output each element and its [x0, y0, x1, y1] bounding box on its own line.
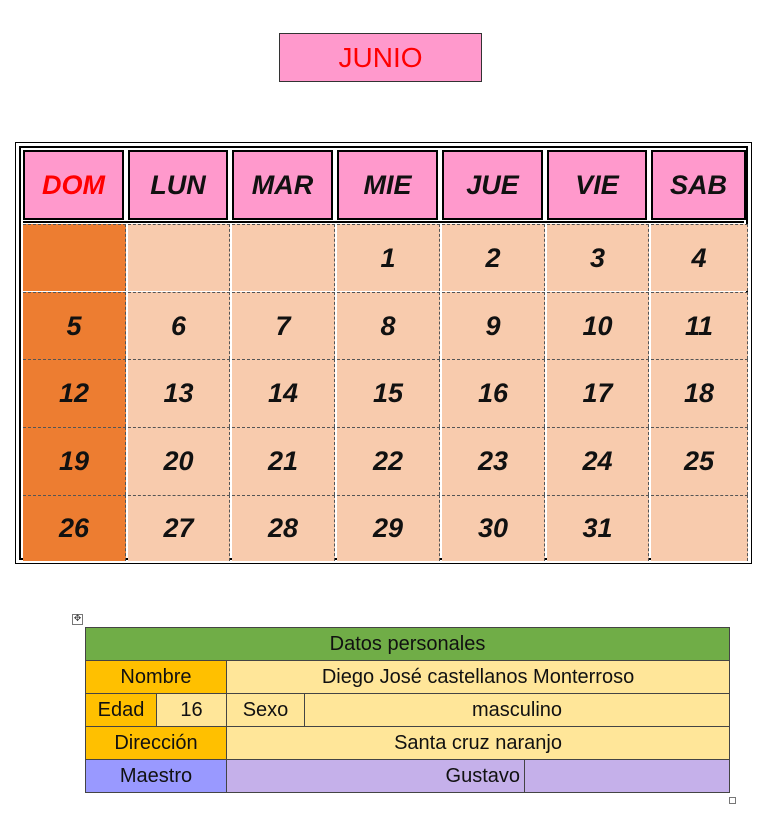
calendar-grid [19, 146, 748, 560]
day-cell: 1 [337, 224, 440, 291]
empty-day-cell [651, 495, 748, 561]
personal-data-table [85, 627, 730, 793]
day-cell: 2 [442, 224, 545, 291]
day-cell: 6 [128, 292, 230, 359]
day-cell: 31 [547, 495, 649, 561]
sexo-value: masculino [305, 694, 730, 727]
day-cell: 28 [232, 495, 335, 561]
day-cell: 8 [337, 292, 440, 359]
month-title: JUNIO [279, 33, 482, 82]
table-resize-handle[interactable] [729, 797, 736, 804]
day-cell: 7 [232, 292, 335, 359]
day-cell: 30 [442, 495, 545, 561]
day-cell: 9 [442, 292, 545, 359]
weekday-header-dom: DOM [23, 150, 124, 220]
empty-day-cell [232, 224, 335, 291]
day-cell: 24 [547, 427, 649, 495]
day-cell: 20 [128, 427, 230, 495]
day-cell: 12 [23, 359, 126, 427]
day-cell: 23 [442, 427, 545, 495]
direccion-label: Dirección [86, 727, 227, 760]
weekday-header-vie: VIE [547, 150, 647, 220]
maestro-extra-cell [525, 760, 730, 793]
day-cell: 14 [232, 359, 335, 427]
day-cell: 22 [337, 427, 440, 495]
header-divider [23, 221, 744, 223]
weekday-header-jue: JUE [442, 150, 543, 220]
day-cell: 5 [23, 292, 126, 359]
sexo-label: Sexo [227, 694, 305, 727]
edad-label: Edad [86, 694, 157, 727]
table-title: Datos personales [86, 628, 730, 661]
day-cell: 15 [337, 359, 440, 427]
day-cell: 25 [651, 427, 748, 495]
day-cell: 16 [442, 359, 545, 427]
maestro-value: Gustavo [227, 760, 525, 793]
day-cell: 26 [23, 495, 126, 561]
day-cell: 11 [651, 292, 748, 359]
table-move-handle-icon[interactable]: ✥ [73, 614, 82, 624]
weekday-header-mie: MIE [337, 150, 438, 220]
day-cell: 19 [23, 427, 126, 495]
maestro-label: Maestro [86, 760, 227, 793]
nombre-label: Nombre [86, 661, 227, 694]
edad-value: 16 [157, 694, 227, 727]
day-cell: 10 [547, 292, 649, 359]
weekday-header-lun: LUN [128, 150, 228, 220]
day-cell: 13 [128, 359, 230, 427]
calendar [15, 142, 752, 564]
empty-day-cell [128, 224, 230, 291]
day-cell: 18 [651, 359, 748, 427]
day-cell: 29 [337, 495, 440, 561]
day-cell: 27 [128, 495, 230, 561]
weekday-header-sab: SAB [651, 150, 746, 220]
nombre-value: Diego José castellanos Monterroso [227, 661, 730, 694]
day-cell: 3 [547, 224, 649, 291]
weekday-header-mar: MAR [232, 150, 333, 220]
direccion-value: Santa cruz naranjo [227, 727, 730, 760]
day-cell: 21 [232, 427, 335, 495]
day-cell: 4 [651, 224, 748, 291]
empty-day-cell [23, 224, 126, 291]
day-cell: 17 [547, 359, 649, 427]
